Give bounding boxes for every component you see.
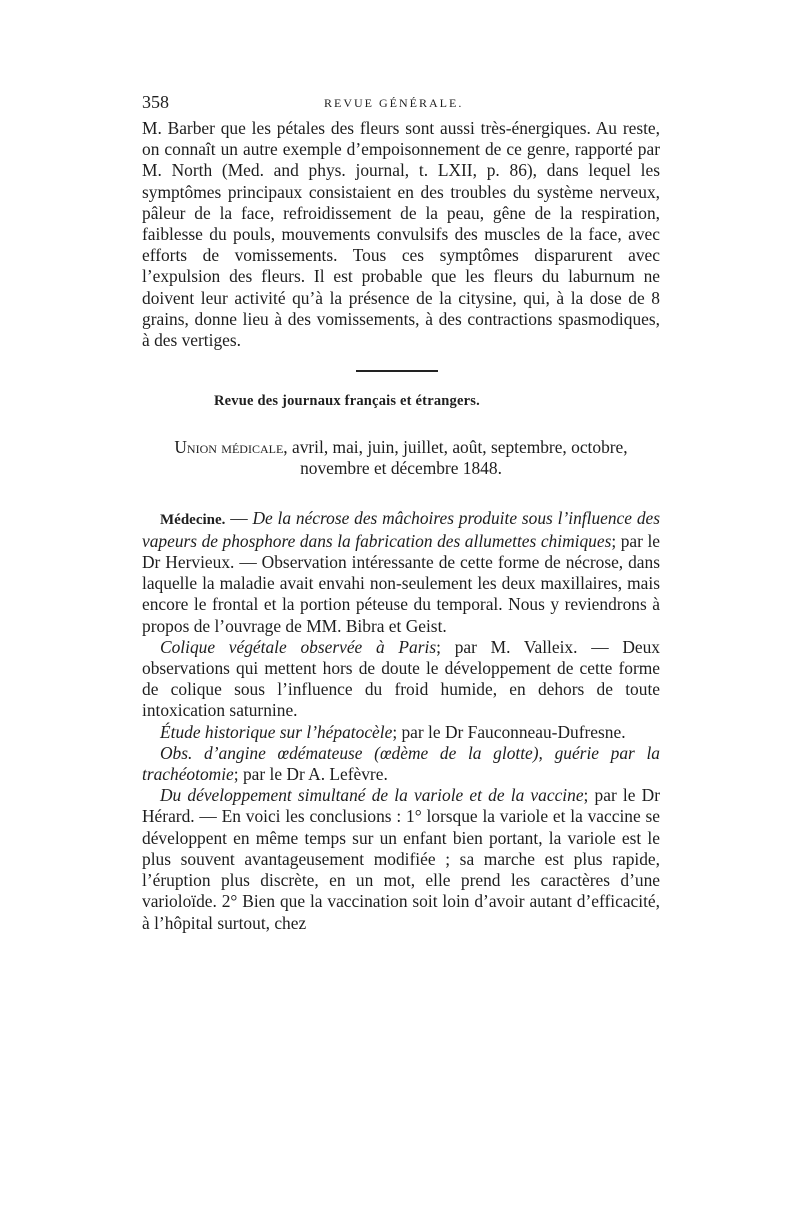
running-head: REVUE GÉNÉRALE.: [324, 96, 464, 110]
journal-name: Union médicale: [174, 437, 284, 458]
entry-variole: [142, 785, 660, 933]
entry-necrose: [142, 508, 660, 637]
section-divider: [356, 370, 438, 372]
entry-author: ; par le Dr Hérard.: [142, 785, 661, 827]
entry-angine: [142, 743, 660, 785]
journal-dates: , avril, mai, juin, juillet, août, septembre, octobre, novembre et décembre 1848.: [283, 437, 628, 479]
entry-colique: [142, 637, 660, 722]
entry-author: ; par le Dr Hervieux.: [142, 530, 660, 573]
entry-title: Colique végétale observée à Paris: [160, 636, 437, 657]
entry-title: Du développement simultané de la variole et de la vaccine: [160, 785, 584, 806]
entry-body: — Observation intéressante de cette forme de nécrose, dans laquelle la maladie avait envahi non-seulement les deux maxillaires, mais encore le frontal et la portion péteuse du temporal. Nous y reviendrons à propos de l’ouvrage de MM. Bibra et Geist.: [142, 552, 660, 636]
intro-paragraph: M. Barber que les pétales des fleurs sont aussi très-énergiques. Au reste, on connaît un autre exemple d’empoisonnement de ce genre, rapporté par M. North (Med. and phys. journal, t. LXII, p. 86), dans lequel les symptômes principaux consistaient en des troubles du système nerveux, pâleur de la face, refroidissement de la peau, gêne de la respiration, faiblesse du pouls, mouvements convulsifs des muscles de la face, avec efforts de vomissements. Tous ces symptômes disparurent avec l’expulsion des fleurs. Il est probable que les fleurs du laburnum ne doivent leur activité qu’à la présence de la citysine, qui, à la dose de 8 grains, donne lieu à des vomissements, à des contractions spasmodiques, à des vertiges.: [142, 118, 660, 351]
page-header: [142, 92, 660, 118]
entry-category-label: Médecine.: [160, 511, 226, 528]
entry-title: De la nécrose des mâchoires produite sous l’influence des vapeurs de phosphore dans la fabrication des allumettes chimiques: [142, 507, 660, 551]
entry-title: Obs. d’angine œdémateuse (œdème de la glotte), guérie par la trachéotomie: [142, 742, 660, 785]
entry-body: — En voici les conclusions : 1° lorsque la variole et la vaccine se développent en même temps sur un enfant bien portant, la variole est le plus souvent avantageusement modifiée ; sa marche est plus rapide, l’éruption plus discrète, en un mot, elle prend les caractères d’une varioloïde. 2° Bien que la vaccination soit loin d’avoir autant d’efficacité, à l’hôpital surtout, chez: [142, 806, 660, 933]
entry-hepatocele: [142, 722, 660, 743]
section-heading: Revue des journaux français et étrangers.: [214, 393, 480, 410]
document-page: [142, 92, 660, 934]
spacer: [142, 480, 660, 508]
entry-author: ; par le Dr Fauconneau-Dufresne.: [392, 721, 626, 742]
entry-body: — Deux observations qui mettent hors de doute le développement de cette forme de colique sous l’influence du froid humide, en dehors de toute intoxication saturnine.: [142, 636, 660, 721]
page-number: 358: [142, 92, 169, 112]
entry-dash: —: [225, 507, 253, 528]
entry-title: Étude historique sur l’hépatocèle: [160, 721, 393, 742]
entry-author: ; par M. Valleix.: [436, 636, 578, 657]
entry-author: ; par le Dr A. Lefèvre.: [233, 764, 388, 785]
journal-title: [142, 437, 660, 479]
